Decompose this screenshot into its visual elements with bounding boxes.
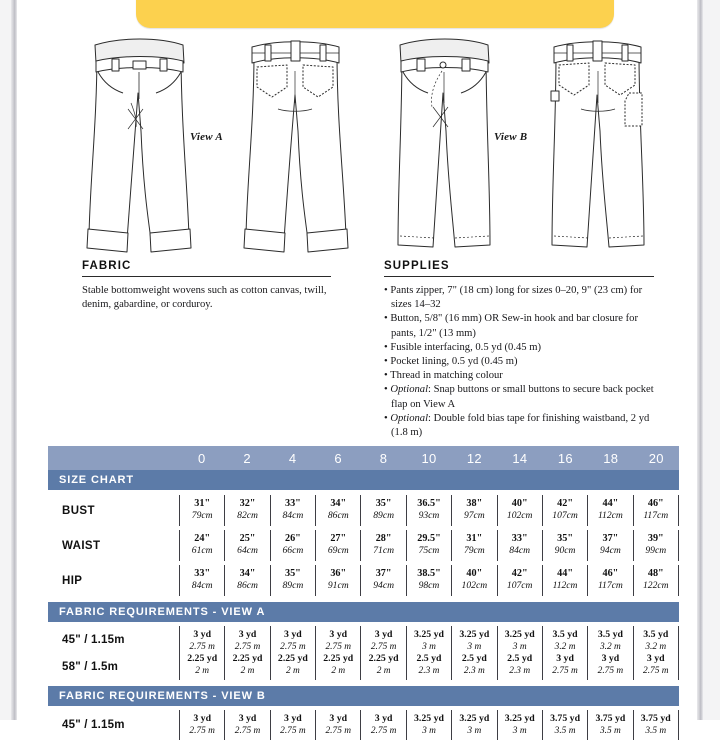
table-cell: 34" 86cm bbox=[224, 565, 269, 596]
size-header-cell: 16 bbox=[557, 450, 573, 466]
supplies-item: • Button, 5/8" (16 mm) OR Sew-in hook and bar closure for pants, 1/2" (13 mm) bbox=[384, 313, 639, 339]
illustration-view-b-front bbox=[386, 31, 504, 256]
row-labels bbox=[48, 710, 179, 740]
supplies-section bbox=[384, 260, 654, 440]
size-header-cell: 6 bbox=[334, 450, 342, 466]
table-cell: 3 yd 2.75 m bbox=[179, 710, 224, 740]
table-cell: 46" 117cm bbox=[633, 495, 679, 526]
table-cell: 3 yd 2.75 m bbox=[270, 710, 315, 740]
table-cell: 3.25 yd 3 m bbox=[451, 710, 496, 740]
supplies-list bbox=[384, 284, 654, 440]
table-cell: 34" 86cm bbox=[315, 495, 360, 526]
size-header-cell: 18 bbox=[603, 450, 619, 466]
table-cell: 3.25 yd 3 m bbox=[497, 710, 542, 740]
table-cell: 37" 94cm bbox=[360, 565, 405, 596]
table-cell: 46" 117cm bbox=[587, 565, 632, 596]
view-a-label: View A bbox=[190, 131, 223, 143]
size-header-cell: 12 bbox=[466, 450, 482, 466]
supplies-item: • Thread in matching colour bbox=[384, 370, 503, 382]
supplies-item: • Pants zipper, 7" (18 cm) long for sizes 0–20, 9" (23 cm) for sizes 14–32 bbox=[384, 285, 643, 311]
table-cell: 31" 79cm bbox=[179, 495, 224, 526]
table-cell: 31" 79cm bbox=[451, 530, 496, 561]
table-cell: 3 yd 2.75 m 2.25 yd 2 m bbox=[315, 626, 360, 680]
table-cell: 3 yd 2.75 m bbox=[224, 710, 269, 740]
measurement-tables bbox=[48, 446, 679, 740]
fabric-heading: FABRIC bbox=[82, 260, 132, 272]
table-cell: 3.75 yd 3.5 m bbox=[542, 710, 587, 740]
supplies-item: • Optional: Snap buttons or small buttons to secure back pocket flap on View A bbox=[384, 384, 654, 410]
size-header-cell: 20 bbox=[648, 450, 664, 466]
table-cell: 44" 112cm bbox=[542, 565, 587, 596]
table-cell: 27" 69cm bbox=[315, 530, 360, 561]
table-cell: 40" 102cm bbox=[451, 565, 496, 596]
table-cell: 3.25 yd 3 m 2.5 yd 2.3 m bbox=[451, 626, 496, 680]
fabric-rule bbox=[82, 276, 331, 277]
table-cell: 35" 90cm bbox=[542, 530, 587, 561]
table-cell: 29.5" 75cm bbox=[406, 530, 451, 561]
pattern-sheet bbox=[18, 0, 697, 736]
supplies-item: • Optional: Double fold bias tape for finishing waistband, 2 yd (1.8 m) bbox=[384, 412, 650, 439]
page-gutter-right-background bbox=[703, 0, 720, 720]
fabric-requirements-view-b-band: FABRIC REQUIREMENTS - VIEW B bbox=[48, 686, 679, 706]
size-header-cell: 4 bbox=[288, 450, 297, 466]
table-cell: 3.5 yd 3.2 m 3 yd 2.75 m bbox=[633, 626, 679, 680]
table-cell: 33" 84cm bbox=[179, 565, 224, 596]
page-edge-left bbox=[11, 0, 17, 720]
table-cell: 26" 66cm bbox=[270, 530, 315, 561]
table-cell: 3 yd 2.75 m 2.25 yd 2 m bbox=[224, 626, 269, 680]
table-cell: 3 yd 2.75 m bbox=[360, 710, 405, 740]
size-header-cell: 2 bbox=[243, 450, 251, 466]
table-cell: 33" 84cm bbox=[497, 530, 542, 561]
table-cell: 37" 94cm bbox=[587, 530, 632, 561]
illustration-view-a-back bbox=[237, 31, 355, 256]
row-label: BUST bbox=[62, 504, 95, 517]
size-header-cell: 10 bbox=[421, 450, 437, 466]
table-cell: 3.25 yd 3 m bbox=[406, 710, 451, 740]
table-cell: 3 yd 2.75 m 2.25 yd 2 m bbox=[179, 626, 224, 680]
page-gutter-left-background bbox=[0, 0, 11, 720]
size-header-cell: 0 bbox=[197, 450, 206, 466]
table-cell: 3.5 yd 3.2 m 3 yd 2.75 m bbox=[542, 626, 587, 680]
supplies-rule bbox=[384, 276, 654, 277]
table-cell: 32" 82cm bbox=[224, 495, 269, 526]
row-cells bbox=[179, 626, 679, 680]
illustration-view-a-front bbox=[81, 31, 199, 256]
row-label: WAIST bbox=[62, 539, 101, 552]
table-cell: 3 yd 2.75 m 2.25 yd 2 m bbox=[270, 626, 315, 680]
table-cell: 36.5" 93cm bbox=[406, 495, 451, 526]
page-edge-right bbox=[697, 0, 703, 720]
table-cell: 3 yd 2.75 m 2.25 yd 2 m bbox=[360, 626, 405, 680]
table-cell: 3.25 yd 3 m 2.5 yd 2.3 m bbox=[406, 626, 451, 680]
row-label-45: 45" / 1.15m bbox=[62, 633, 125, 646]
table-cell: 24" 61cm bbox=[179, 530, 224, 561]
row-label-58: 58" / 1.5m bbox=[62, 660, 119, 673]
size-chart-band: SIZE CHART bbox=[48, 470, 679, 490]
table-row-waist bbox=[48, 530, 679, 561]
row-cells bbox=[179, 565, 679, 596]
table-cell: 35" 89cm bbox=[360, 495, 405, 526]
table-cell: 40" 102cm bbox=[497, 495, 542, 526]
table-cell: 44" 112cm bbox=[587, 495, 632, 526]
row-cells bbox=[179, 495, 679, 526]
size-header-cell: 14 bbox=[512, 450, 528, 466]
fabric-section bbox=[82, 260, 331, 312]
table-row-fabric-view-a bbox=[48, 626, 679, 680]
table-cell: 39" 99cm bbox=[633, 530, 679, 561]
yellow-banner bbox=[136, 0, 614, 28]
size-header-row bbox=[48, 446, 679, 470]
table-cell: 28" 71cm bbox=[360, 530, 405, 561]
table-cell: 48" 122cm bbox=[633, 565, 679, 596]
table-cell: 3.25 yd 3 m 2.5 yd 2.3 m bbox=[497, 626, 542, 680]
table-cell: 25" 64cm bbox=[224, 530, 269, 561]
row-label: HIP bbox=[62, 574, 83, 587]
table-cell: 38.5" 98cm bbox=[406, 565, 451, 596]
table-cell: 42" 107cm bbox=[497, 565, 542, 596]
fabric-requirements-view-a-band: FABRIC REQUIREMENTS - VIEW A bbox=[48, 602, 679, 622]
row-cells bbox=[179, 710, 679, 740]
table-row-hip bbox=[48, 565, 679, 596]
supplies-heading: SUPPLIES bbox=[384, 260, 450, 272]
table-cell: 38" 97cm bbox=[451, 495, 496, 526]
view-b-label: View B bbox=[494, 131, 528, 143]
table-cell: 3.5 yd 3.2 m 3 yd 2.75 m bbox=[587, 626, 632, 680]
supplies-item: • Pocket lining, 0.5 yd (0.45 m) bbox=[384, 356, 518, 368]
size-header-cell: 8 bbox=[379, 450, 388, 466]
table-row-fabric-view-b bbox=[48, 710, 679, 740]
table-cell: 3.75 yd 3.5 m bbox=[633, 710, 679, 740]
row-label-45: 45" / 1.15m bbox=[62, 719, 125, 731]
table-cell: 33" 84cm bbox=[270, 495, 315, 526]
table-row-bust bbox=[48, 495, 679, 526]
row-cells bbox=[179, 530, 679, 561]
illustration-view-b-back bbox=[539, 31, 657, 256]
row-labels bbox=[48, 626, 179, 680]
fabric-body: Stable bottomweight wovens such as cotton canvas, twill, denim, gabardine, or corduroy. bbox=[82, 285, 327, 311]
table-cell: 3 yd 2.75 m bbox=[315, 710, 360, 740]
table-cell: 35" 89cm bbox=[270, 565, 315, 596]
table-cell: 42" 107cm bbox=[542, 495, 587, 526]
table-cell: 3.75 yd 3.5 m bbox=[587, 710, 632, 740]
supplies-item: • Fusible interfacing, 0.5 yd (0.45 m) bbox=[384, 341, 541, 353]
table-cell: 36" 91cm bbox=[315, 565, 360, 596]
